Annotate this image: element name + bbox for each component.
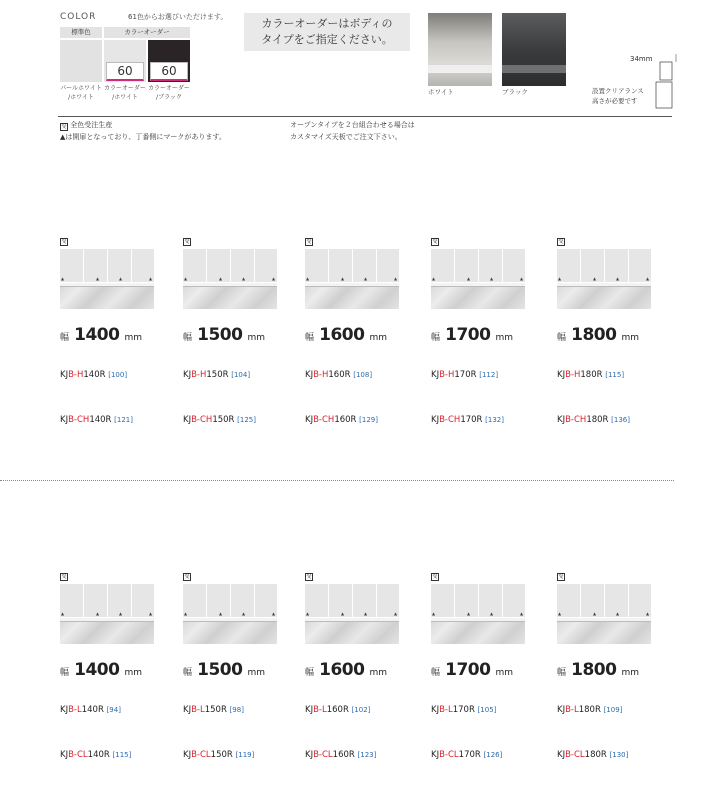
hinge-mark-icon: ▲ xyxy=(364,276,368,281)
page-ref: [119] xyxy=(235,751,255,759)
width-label xyxy=(60,325,142,345)
model-type: B-CH xyxy=(191,415,213,425)
model-type: B-CL xyxy=(191,750,211,760)
width-label xyxy=(431,325,513,345)
model-prefix: KJ xyxy=(305,750,314,760)
hinge-mark-icon: ▲ xyxy=(558,276,562,281)
width-prefix: 幅 xyxy=(60,668,70,678)
hinge-mark-icon: ▲ xyxy=(432,611,436,616)
countertop xyxy=(305,283,399,309)
width-label xyxy=(60,660,142,680)
door-divider xyxy=(628,584,629,617)
note-line: オープンタイプを２台組合わせる場合は xyxy=(290,121,415,129)
hinge-mark-icon: ▲ xyxy=(520,276,524,281)
width-prefix: 幅 xyxy=(60,333,70,343)
clearance-note xyxy=(592,86,644,106)
cabinet-illustration xyxy=(183,249,277,309)
model-suffix: 140R xyxy=(83,370,106,380)
photo-white-counter xyxy=(428,13,492,86)
width-label xyxy=(305,660,387,680)
made-to-order-icon: 受 xyxy=(558,574,564,580)
model-prefix: KJ xyxy=(305,415,314,425)
model-suffix: 150R xyxy=(212,415,235,425)
model-prefix: KJ xyxy=(431,415,440,425)
door-divider xyxy=(107,584,108,617)
model-prefix: KJ xyxy=(431,705,440,715)
cabinet-doors xyxy=(183,249,277,282)
model-number xyxy=(557,415,630,425)
model-prefix: KJ xyxy=(183,370,192,380)
cabinet-doors xyxy=(305,249,399,282)
page-ref: [115] xyxy=(605,371,625,379)
model-suffix: 170R xyxy=(454,370,477,380)
header-rule xyxy=(58,116,672,117)
photo-black-counter xyxy=(502,13,566,86)
door-divider xyxy=(254,249,255,282)
color-note: 61色からお選びいただけます。 xyxy=(128,13,228,21)
door-divider xyxy=(502,584,503,617)
model-number xyxy=(305,415,378,425)
door-divider xyxy=(206,249,207,282)
page-ref: [136] xyxy=(611,416,630,424)
hinge-mark-icon: ▲ xyxy=(616,276,620,281)
page-ref: [121] xyxy=(114,416,133,424)
hinge-mark-icon: ▲ xyxy=(467,611,471,616)
hinge-mark-icon: ▲ xyxy=(341,276,345,281)
countertop xyxy=(557,618,651,644)
width-value: 1700 xyxy=(445,325,491,345)
model-number xyxy=(431,370,498,380)
cabinet-illustration xyxy=(305,249,399,309)
callout-line: カラーオーダーはボディの xyxy=(261,17,393,30)
note-line: カスタマイズ天板でご注文下さい。 xyxy=(290,133,402,141)
swatch-pearl-white xyxy=(60,40,102,82)
model-type: B-H xyxy=(313,370,329,380)
hinge-mark-icon: ▲ xyxy=(341,611,345,616)
cabinet-doors xyxy=(305,584,399,617)
made-to-order-icon: 受 xyxy=(432,239,438,245)
cabinet-illustration xyxy=(305,584,399,644)
width-value: 1700 xyxy=(445,660,491,680)
width-label xyxy=(557,325,639,345)
width-value: 1500 xyxy=(197,660,243,680)
width-prefix: 幅 xyxy=(557,333,567,343)
page-ref: [112] xyxy=(479,371,499,379)
width-unit: mm xyxy=(247,333,266,343)
hinge-mark-icon: ▲ xyxy=(149,611,153,616)
photo-label-black: ブラック xyxy=(502,88,528,96)
model-suffix: 150R xyxy=(210,750,233,760)
model-type: B-L xyxy=(191,705,205,715)
cabinet-illustration xyxy=(60,584,154,644)
color-order-label: カラーオーダー xyxy=(104,27,190,38)
hinge-mark-icon: ▲ xyxy=(306,276,310,281)
countertop xyxy=(60,618,154,644)
color-number-box: 60 xyxy=(106,62,144,81)
door-divider xyxy=(230,249,231,282)
model-prefix: KJ xyxy=(60,705,69,715)
hinge-mark-icon: ▲ xyxy=(184,611,188,616)
model-type: B-CH xyxy=(68,415,90,425)
swatch-order-white xyxy=(104,40,146,82)
width-label xyxy=(557,660,639,680)
made-to-order-icon: 受 xyxy=(306,574,312,580)
model-type: B-L xyxy=(313,705,327,715)
door-divider xyxy=(376,584,377,617)
hinge-mark-icon: ▲ xyxy=(306,611,310,616)
hinge-mark-icon: ▲ xyxy=(219,276,223,281)
swatch-label-line: /ホワイト xyxy=(68,94,94,101)
model-type: B-L xyxy=(68,705,82,715)
standard-color-label: 標準色 xyxy=(60,27,102,38)
page-ref: [98] xyxy=(229,706,244,714)
model-prefix: KJ xyxy=(557,415,566,425)
page-ref: [115] xyxy=(112,751,132,759)
hinge-mark-icon: ▲ xyxy=(432,276,436,281)
door-divider xyxy=(206,584,207,617)
cabinet-illustration xyxy=(431,249,525,309)
model-suffix: 170R xyxy=(460,415,483,425)
model-number xyxy=(305,750,376,760)
cabinet-illustration xyxy=(183,584,277,644)
hinge-mark-icon: ▲ xyxy=(593,276,597,281)
model-suffix: 150R xyxy=(206,370,229,380)
width-label xyxy=(431,660,513,680)
made-to-order-icon: 受 xyxy=(184,239,190,245)
hinge-mark-icon: ▲ xyxy=(394,611,398,616)
model-type: B-CH xyxy=(439,415,461,425)
page-ref: [132] xyxy=(485,416,504,424)
model-number xyxy=(60,705,121,715)
swatch-label xyxy=(146,84,192,102)
width-prefix: 幅 xyxy=(431,333,441,343)
door-divider xyxy=(131,584,132,617)
color-order-callout xyxy=(244,13,410,51)
counter-edge xyxy=(428,65,492,73)
model-type: B-H xyxy=(68,370,84,380)
cabinet-doors xyxy=(557,249,651,282)
note-right xyxy=(290,119,415,143)
clearance-line: 高さが必要です xyxy=(592,97,638,105)
made-to-order-icon: 受 xyxy=(61,239,67,245)
made-to-order-icon: 受 xyxy=(306,239,312,245)
hinge-mark-icon: ▲ xyxy=(490,276,494,281)
model-prefix: KJ xyxy=(431,370,440,380)
hinge-mark-icon: ▲ xyxy=(467,276,471,281)
countertop xyxy=(431,283,525,309)
note-left xyxy=(60,119,226,143)
page-ref: [100] xyxy=(108,371,128,379)
dimension-label: 34mm xyxy=(630,55,653,63)
width-unit: mm xyxy=(369,668,388,678)
cabinet-illustration xyxy=(431,584,525,644)
page-ref: [102] xyxy=(351,706,371,714)
model-prefix: KJ xyxy=(60,370,69,380)
model-suffix: 140R xyxy=(87,750,110,760)
model-prefix: KJ xyxy=(183,415,192,425)
hinge-mark-icon: ▲ xyxy=(272,276,276,281)
hinge-mark-icon: ▲ xyxy=(558,611,562,616)
hinge-mark-icon: ▲ xyxy=(593,611,597,616)
page-ref: [104] xyxy=(231,371,251,379)
door-divider xyxy=(254,584,255,617)
cabinet-doors xyxy=(183,584,277,617)
swatch-label-line: /ブラック xyxy=(156,94,182,101)
model-suffix: 180R xyxy=(580,370,603,380)
page-ref: [123] xyxy=(357,751,377,759)
model-suffix: 140R xyxy=(89,415,112,425)
cabinet-doors xyxy=(557,584,651,617)
model-suffix: 180R xyxy=(584,750,607,760)
width-prefix: 幅 xyxy=(305,668,315,678)
hinge-mark-icon: ▲ xyxy=(96,276,100,281)
model-suffix: 140R xyxy=(81,705,104,715)
width-prefix: 幅 xyxy=(431,668,441,678)
hinge-mark-icon: ▲ xyxy=(490,611,494,616)
width-unit: mm xyxy=(124,668,143,678)
swatch-label xyxy=(102,84,148,102)
model-type: B-H xyxy=(565,370,581,380)
hinge-mark-icon: ▲ xyxy=(184,276,188,281)
hinge-mark-icon: ▲ xyxy=(119,276,123,281)
model-prefix: KJ xyxy=(557,750,566,760)
model-type: B-CH xyxy=(565,415,587,425)
door-divider xyxy=(580,584,581,617)
width-unit: mm xyxy=(495,333,514,343)
model-number xyxy=(60,750,131,760)
door-divider xyxy=(230,584,231,617)
hinge-mark-icon: ▲ xyxy=(646,276,650,281)
model-prefix: KJ xyxy=(305,705,314,715)
width-value: 1400 xyxy=(74,325,120,345)
model-suffix: 180R xyxy=(586,415,609,425)
counter-edge xyxy=(502,65,566,73)
door-divider xyxy=(328,584,329,617)
hinge-mark-icon: ▲ xyxy=(272,611,276,616)
door-divider xyxy=(107,249,108,282)
model-prefix: KJ xyxy=(305,370,314,380)
width-unit: mm xyxy=(621,668,640,678)
model-number xyxy=(183,705,244,715)
door-divider xyxy=(478,249,479,282)
model-number xyxy=(305,370,372,380)
model-number xyxy=(557,750,628,760)
model-prefix: KJ xyxy=(183,705,192,715)
model-prefix: KJ xyxy=(60,415,69,425)
door-divider xyxy=(352,249,353,282)
model-number xyxy=(431,705,496,715)
countertop xyxy=(60,283,154,309)
page-ref: [125] xyxy=(237,416,256,424)
model-prefix: KJ xyxy=(183,750,192,760)
width-unit: mm xyxy=(621,333,640,343)
door-divider xyxy=(604,584,605,617)
model-type: B-L xyxy=(565,705,579,715)
width-value: 1600 xyxy=(319,660,365,680)
door-divider xyxy=(376,249,377,282)
page-ref: [109] xyxy=(603,706,623,714)
hinge-mark-icon: ▲ xyxy=(364,611,368,616)
cabinet-illustration xyxy=(557,249,651,309)
model-number xyxy=(557,370,624,380)
page-ref: [126] xyxy=(483,751,503,759)
door-divider xyxy=(352,584,353,617)
hinge-mark-icon: ▲ xyxy=(242,611,246,616)
made-to-order-icon: 受 xyxy=(61,124,67,130)
page-ref: [94] xyxy=(106,706,121,714)
door-divider xyxy=(454,584,455,617)
door-divider xyxy=(478,584,479,617)
door-divider xyxy=(328,249,329,282)
model-number xyxy=(60,415,133,425)
model-number xyxy=(60,370,127,380)
countertop xyxy=(183,618,277,644)
width-label xyxy=(183,660,265,680)
door-divider xyxy=(131,249,132,282)
door-divider xyxy=(580,249,581,282)
model-suffix: 170R xyxy=(458,750,481,760)
page-ref: [105] xyxy=(477,706,497,714)
width-value: 1400 xyxy=(74,660,120,680)
photo-label-white: ホワイト xyxy=(428,88,454,96)
model-suffix: 160R xyxy=(328,370,351,380)
width-value: 1800 xyxy=(571,660,617,680)
model-number xyxy=(183,415,256,425)
model-suffix: 160R xyxy=(334,415,357,425)
hinge-mark-icon: ▲ xyxy=(616,611,620,616)
hinge-mark-icon: ▲ xyxy=(61,611,65,616)
model-type: B-H xyxy=(191,370,207,380)
swatch-label-line: カラーオーダー xyxy=(104,85,146,92)
note-line: ▲は開扉となっており、丁番側にマークがあります。 xyxy=(60,133,226,141)
width-label xyxy=(183,325,265,345)
model-type: B-CL xyxy=(313,750,333,760)
cabinet-illustration xyxy=(60,249,154,309)
width-value: 1600 xyxy=(319,325,365,345)
made-to-order-icon: 受 xyxy=(558,239,564,245)
model-prefix: KJ xyxy=(557,705,566,715)
cabinet-doors xyxy=(431,249,525,282)
door-divider xyxy=(502,249,503,282)
model-type: B-CL xyxy=(68,750,88,760)
model-type: B-L xyxy=(439,705,453,715)
page-ref: [108] xyxy=(353,371,373,379)
clearance-line: 設置クリアランス xyxy=(592,87,644,95)
width-value: 1800 xyxy=(571,325,617,345)
width-prefix: 幅 xyxy=(305,333,315,343)
cabinet-illustration xyxy=(557,584,651,644)
made-to-order-icon: 受 xyxy=(61,574,67,580)
cabinet-doors xyxy=(60,584,154,617)
countertop xyxy=(431,618,525,644)
hinge-mark-icon: ▲ xyxy=(219,611,223,616)
width-label xyxy=(305,325,387,345)
cabinet-doors xyxy=(60,249,154,282)
color-number-box: 60 xyxy=(150,62,188,81)
swatch-label-line: カラーオーダー xyxy=(148,85,190,92)
hinge-mark-icon: ▲ xyxy=(119,611,123,616)
swatch-label-line: /ホワイト xyxy=(112,94,138,101)
cabinet-doors xyxy=(431,584,525,617)
callout-line: タイプをご指定ください。 xyxy=(261,33,393,46)
model-suffix: 160R xyxy=(326,705,349,715)
color-title: COLOR xyxy=(60,12,97,22)
model-prefix: KJ xyxy=(431,750,440,760)
width-prefix: 幅 xyxy=(183,333,193,343)
hinge-mark-icon: ▲ xyxy=(520,611,524,616)
hinge-mark-icon: ▲ xyxy=(96,611,100,616)
door-divider xyxy=(604,249,605,282)
width-prefix: 幅 xyxy=(557,668,567,678)
hinge-mark-icon: ▲ xyxy=(394,276,398,281)
hinge-mark-icon: ▲ xyxy=(646,611,650,616)
model-number xyxy=(557,705,622,715)
countertop xyxy=(305,618,399,644)
width-unit: mm xyxy=(124,333,143,343)
made-to-order-icon: 受 xyxy=(432,574,438,580)
model-suffix: 170R xyxy=(452,705,475,715)
countertop xyxy=(183,283,277,309)
hinge-mark-icon: ▲ xyxy=(149,276,153,281)
model-type: B-CL xyxy=(565,750,585,760)
model-type: B-CH xyxy=(313,415,335,425)
model-suffix: 150R xyxy=(204,705,227,715)
door-divider xyxy=(454,249,455,282)
model-prefix: KJ xyxy=(60,750,69,760)
door-divider xyxy=(83,249,84,282)
model-number xyxy=(183,370,250,380)
width-unit: mm xyxy=(369,333,388,343)
model-suffix: 180R xyxy=(578,705,601,715)
hinge-mark-icon: ▲ xyxy=(61,276,65,281)
model-number xyxy=(431,415,504,425)
door-divider xyxy=(628,249,629,282)
door-divider xyxy=(83,584,84,617)
countertop xyxy=(557,283,651,309)
page-ref: [130] xyxy=(609,751,629,759)
made-to-order-icon: 受 xyxy=(184,574,190,580)
hinge-mark-icon: ▲ xyxy=(242,276,246,281)
width-unit: mm xyxy=(495,668,514,678)
model-type: B-CL xyxy=(439,750,459,760)
page-ref: [129] xyxy=(359,416,378,424)
model-number xyxy=(305,705,370,715)
swatch-order-black xyxy=(148,40,190,82)
model-number xyxy=(183,750,254,760)
note-line: 全色受注生産 xyxy=(70,121,113,129)
width-unit: mm xyxy=(247,668,266,678)
model-suffix: 160R xyxy=(332,750,355,760)
width-prefix: 幅 xyxy=(183,668,193,678)
model-type: B-H xyxy=(439,370,455,380)
swatch-label xyxy=(58,84,104,102)
swatch-label-line: パールホワイト xyxy=(60,85,102,92)
model-prefix: KJ xyxy=(557,370,566,380)
model-number xyxy=(431,750,502,760)
width-value: 1500 xyxy=(197,325,243,345)
section-divider xyxy=(0,480,674,481)
